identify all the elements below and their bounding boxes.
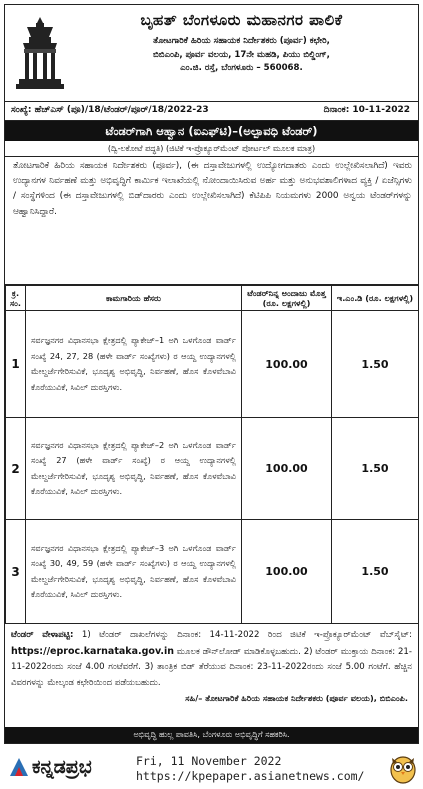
row-work-description: ಸರ್ವಜ್ಞನಗರ ವಿಧಾನಸಭಾ ಕ್ಷೇತ್ರದಲ್ಲಿ ಪ್ಯಾಕೇಜ್–2 ಅಗಿ ಒಳಗೊಂಡ ವಾರ್ಡ್ ಸಂಖ್ಯೆ 27 (ಹಳೇ ವಾರ್ಡ್ ಸಂಖ್ಯೆ) ರ ಆಯ್ದ ಉದ್ಯಾನಗಳಲ್ಲಿ ಮೇಲ್ದರ್ಜೆಗೇರಿಸುವಿಕೆ, ಭೂದೃಶ್ಯ ಅಭಿವೃದ್ಧಿ, ನಿರ್ವಹಣೆ, ಹೊಸ ಕೊಳವೆಬಾವಿ ಕೊರೆಯುವಿಕೆ, ಸಿವಿಲ್ ದುರಸ್ತಿಗಳು. <box>26 418 242 520</box>
reference-number: ಸಂಖ್ಯೆ: ಹೆಚ್ಎಸ್ (ಪೂ)/18/ಟೆಂಡರ್/ಪೂರ್/18/2022-23 <box>11 105 209 115</box>
schedule-text-part-2: ಮೂಲಕ ಡೌನ್‌ಲೋಡ್ ಮಾಡಿಕೊಳ್ಳಬಹುದು. 2) ಟೆಂಡರ್ ಮುಕ್ತಾಯ ದಿನಾಂಕ: 21-11-2022ರಂದು ಸಂಜೆ 4.00 ಗಂಟೆವರೆಗೆ. 3) ತಾಂತ್ರಿಕ ಬಿಡ್ ತೆರೆಯುವ ದಿನಾಂಕ: 23-11-2022ರಂದು ಸಂಜೆ 5.00 ಗಂಟೆಗೆ. ಹೆಚ್ಚಿನ ವಿವರಗಳನ್ನು ಮೇಲ್ಕಂಡ ಕಛೇರಿಯಿಂದ ಪಡೆಯಬಹುದು. <box>11 646 412 688</box>
notice-date: ದಿನಾಂಕ: 10-11-2022 <box>323 105 410 115</box>
row-amount: 100.00 <box>242 520 332 624</box>
row-work-description: ಸರ್ವಜ್ಞನಗರ ವಿಧಾನಸಭಾ ಕ್ಷೇತ್ರದಲ್ಲಿ ಪ್ಯಾಕೇಜ್–1 ಅಗಿ ಒಳಗೊಂಡ ವಾರ್ಡ್ ಸಂಖ್ಯೆ 24, 27, 28 (ಹಳೇ ವಾರ್ಡ್ ಸಂಖ್ಯೆಗಳು) ರ ಆಯ್ದ ಉದ್ಯಾನಗಳಲ್ಲಿ ಮೇಲ್ದರ್ಜೆಗೇರಿಸುವಿಕೆ, ಭೂದೃಶ್ಯ ಅಭಿವೃದ್ಧಿ, ನಿರ್ವಹಣೆ, ಹೊಸ ಕೊಳವೆಬಾವಿ ಕೊರೆಯುವಿಕೆ, ಸಿವಿಲ್ ದುರಸ್ತಿಗಳು. <box>26 311 242 418</box>
brand-logo[interactable] <box>8 756 92 778</box>
notice-subtitle: (ದ್ವಿ-ಲಕೋಟೆ ಪದ್ಧತಿ) (ಜಿಟಿಕೆ ಇ-ಪ್ರೊಕ್ಯೂರ್‌ಮೆಂಟ್ ಪೋರ್ಟಲ್ ಮೂಲಕ ಮಾತ್ರ) <box>5 141 418 157</box>
table-header-row <box>6 286 419 311</box>
row-emd: 1.50 <box>332 520 419 624</box>
row-serial: 2 <box>6 418 26 520</box>
row-emd: 1.50 <box>332 418 419 520</box>
table-row <box>6 418 419 520</box>
column-header-emd: ಇ.ಎಂ.ಡಿ (ರೂ. ಲಕ್ಷಗಳಲ್ಲಿ) <box>332 286 419 311</box>
address-line: ತೋಟಗಾರಿಕೆ ಹಿರಿಯ ಸಹಾಯಕ ನಿರ್ದೇಶಕರು (ಪೂರ್ವ) ಕಛೇರಿ, <box>153 36 330 46</box>
column-header-sl: ಕ್ರ. ಸಂ. <box>6 286 26 311</box>
temple-logo-icon <box>15 15 65 91</box>
works-table <box>5 285 419 624</box>
column-header-work: ಕಾಮಗಾರಿಯ ಹೆಸರು <box>26 286 242 311</box>
row-amount: 100.00 <box>242 418 332 520</box>
tender-notice <box>4 4 419 744</box>
notice-title: ಟೆಂಡರ್‌ಗಾಗಿ ಆಹ್ವಾನ (ಐಎಫ್‌ಟಿ)–(ಅಲ್ಪಾವಧಿ ಟೆಂಡರ್) <box>5 121 418 141</box>
brand-name: ಕನ್ನಡಪ್ರಭ <box>32 756 92 778</box>
table-row <box>6 520 419 624</box>
organization-name: ಬೃಹತ್ ಬೆಂಗಳೂರು ಮಹಾನಗರ ಪಾಲಿಕೆ <box>140 11 343 29</box>
kannadaprabha-logo-icon <box>8 756 30 778</box>
row-serial: 1 <box>6 311 26 418</box>
row-serial: 3 <box>6 520 26 624</box>
address-line: ಎಂ.ಜಿ. ರಸ್ತೆ, ಬೆಂಗಳೂರು – 560068. <box>180 63 303 73</box>
table-row <box>6 311 419 418</box>
epaper-footer <box>0 748 423 789</box>
address-line: ಬಿಬಿಎಂಪಿ, ಪೂರ್ವ ವಲಯ, 17ನೇ ಮಹಡಿ, ಪಿಯು ಬಿಲ್ಡಿಂಗ್, <box>153 49 330 60</box>
reference-row <box>5 102 418 121</box>
column-header-amount: ಟೆಂಡರ್‌ನಿನ್ನ ಅಂದಾಜು ಮೊತ್ತ (ರೂ. ಲಕ್ಷಗಳಲ್ಲಿ) <box>242 286 332 311</box>
signature-line: ಸಹಿ/– ತೋಟಗಾರಿಕೆ ಹಿರಿಯ ಸಹಾಯಕ ನಿರ್ದೇಶಕರು (ಪೂರ್ವ ವಲಯ), ಬಿಬಿಎಂಪಿ. <box>185 693 408 703</box>
row-emd: 1.50 <box>332 311 419 418</box>
row-work-description: ಸರ್ವಜ್ಞನಗರ ವಿಧಾನಸಭಾ ಕ್ಷೇತ್ರದಲ್ಲಿ ಪ್ಯಾಕೇಜ್–3 ಅಗಿ ಒಳಗೊಂಡ ವಾರ್ಡ್ ಸಂಖ್ಯೆ 30, 49, 59 (ಹಳೇ ವಾರ್ಡ್ ಸಂಖ್ಯೆಗಳು) ರ ಆಯ್ದ ಉದ್ಯಾನಗಳಲ್ಲಿ ಮೇಲ್ದರ್ಜೆಗೇರಿಸುವಿಕೆ, ಭೂದೃಶ್ಯ ಅಭಿವೃದ್ಧಿ, ನಿರ್ವಹಣೆ, ಹೊಸ ಕೊಳವೆಬಾವಿ ಕೊರೆಯುವಿಕೆ, ಸಿವಿಲ್ ದುರಸ್ತಿಗಳು. <box>26 520 242 624</box>
eproc-url: https://eproc.karnataka.gov.in <box>11 645 174 657</box>
owl-mascot-icon <box>389 752 417 784</box>
schedule-label: ಟೆಂಡರ್ ವೇಳಾಪಟ್ಟಿ: <box>11 630 74 640</box>
epaper-url[interactable]: https://kpepaper.asianetnews.com/ <box>136 769 365 783</box>
schedule-text-part-1: 1) ಟೆಂಡರ್ ದಾಖಲೆಗಳನ್ನು ದಿನಾಂಕ: 14-11-2022 ರಿಂದ ಜಿಟಿಕೆ ಇ-ಪ್ರೊಕ್ಯೂರ್‌ಮೆಂಟ್ ವೆಬ್‌ಸೈಟ್: <box>81 630 413 640</box>
row-amount: 100.00 <box>242 311 332 418</box>
office-address <box>69 35 414 76</box>
intro-paragraph: ತೋಟಗಾರಿಕೆ ಹಿರಿಯ ಸಹಾಯಕ ನಿರ್ದೇಶಕರು (ಪೂರ್ವ), (ಈ ದಸ್ತಾವೇಜುಗಳಲ್ಲಿ ಉದ್ಯೋಗದಾತರು ಎಂದು ಉಲ್ಲೇಖಿಸಲಾಗಿದೆ) ಇವರು ಉದ್ಯಾನಗಳ ನಿರ್ವಹಣೆ ಮತ್ತು ಅಭಿವೃದ್ಧಿಗೆ ಕಾರ್ಮಿಕ ಇಲಾಖೆಯಲ್ಲಿ ನೋಂದಾಯಿಸಿರುವ ಅರ್ಹ ಮತ್ತು ಅನುಭವಶಾಲಿಗಳಾದ ವ್ಯಕ್ತಿ / ಏಜೆನ್ಸಿಗಳು / ಸಂಸ್ಥೆಗಳಿಂದ (ಈ ದಸ್ತಾವೇಜುಗಳಲ್ಲಿ ಬಿಡ್‌ದಾರರು ಎಂದು ಉಲ್ಲೇಖಿಸಲಾಗಿದೆ) ಕೆಟಿಪಿಪಿ ನಿಯಮಗಳು 2000 ಅನ್ವಯ ಟೆಂಡರ್‌ಗಳನ್ನು ಆಹ್ವಾನಿಸಿದ್ದಾರೆ. <box>5 157 418 285</box>
slogan-bar: ಅಭಿವೃದ್ಧಿ ಹುಲ್ಲ ಪಾವತಿಸಿ, ಬೆಂಗಳೂರು ಅಭಿವೃದ್ಧಿಗೆ ಸಹಕರಿಸಿ. <box>5 727 418 743</box>
notice-header <box>5 5 418 102</box>
tender-schedule-note <box>5 624 418 693</box>
edition-stamp <box>136 754 364 784</box>
edition-date: Fri, 11 November 2022 <box>136 754 282 768</box>
